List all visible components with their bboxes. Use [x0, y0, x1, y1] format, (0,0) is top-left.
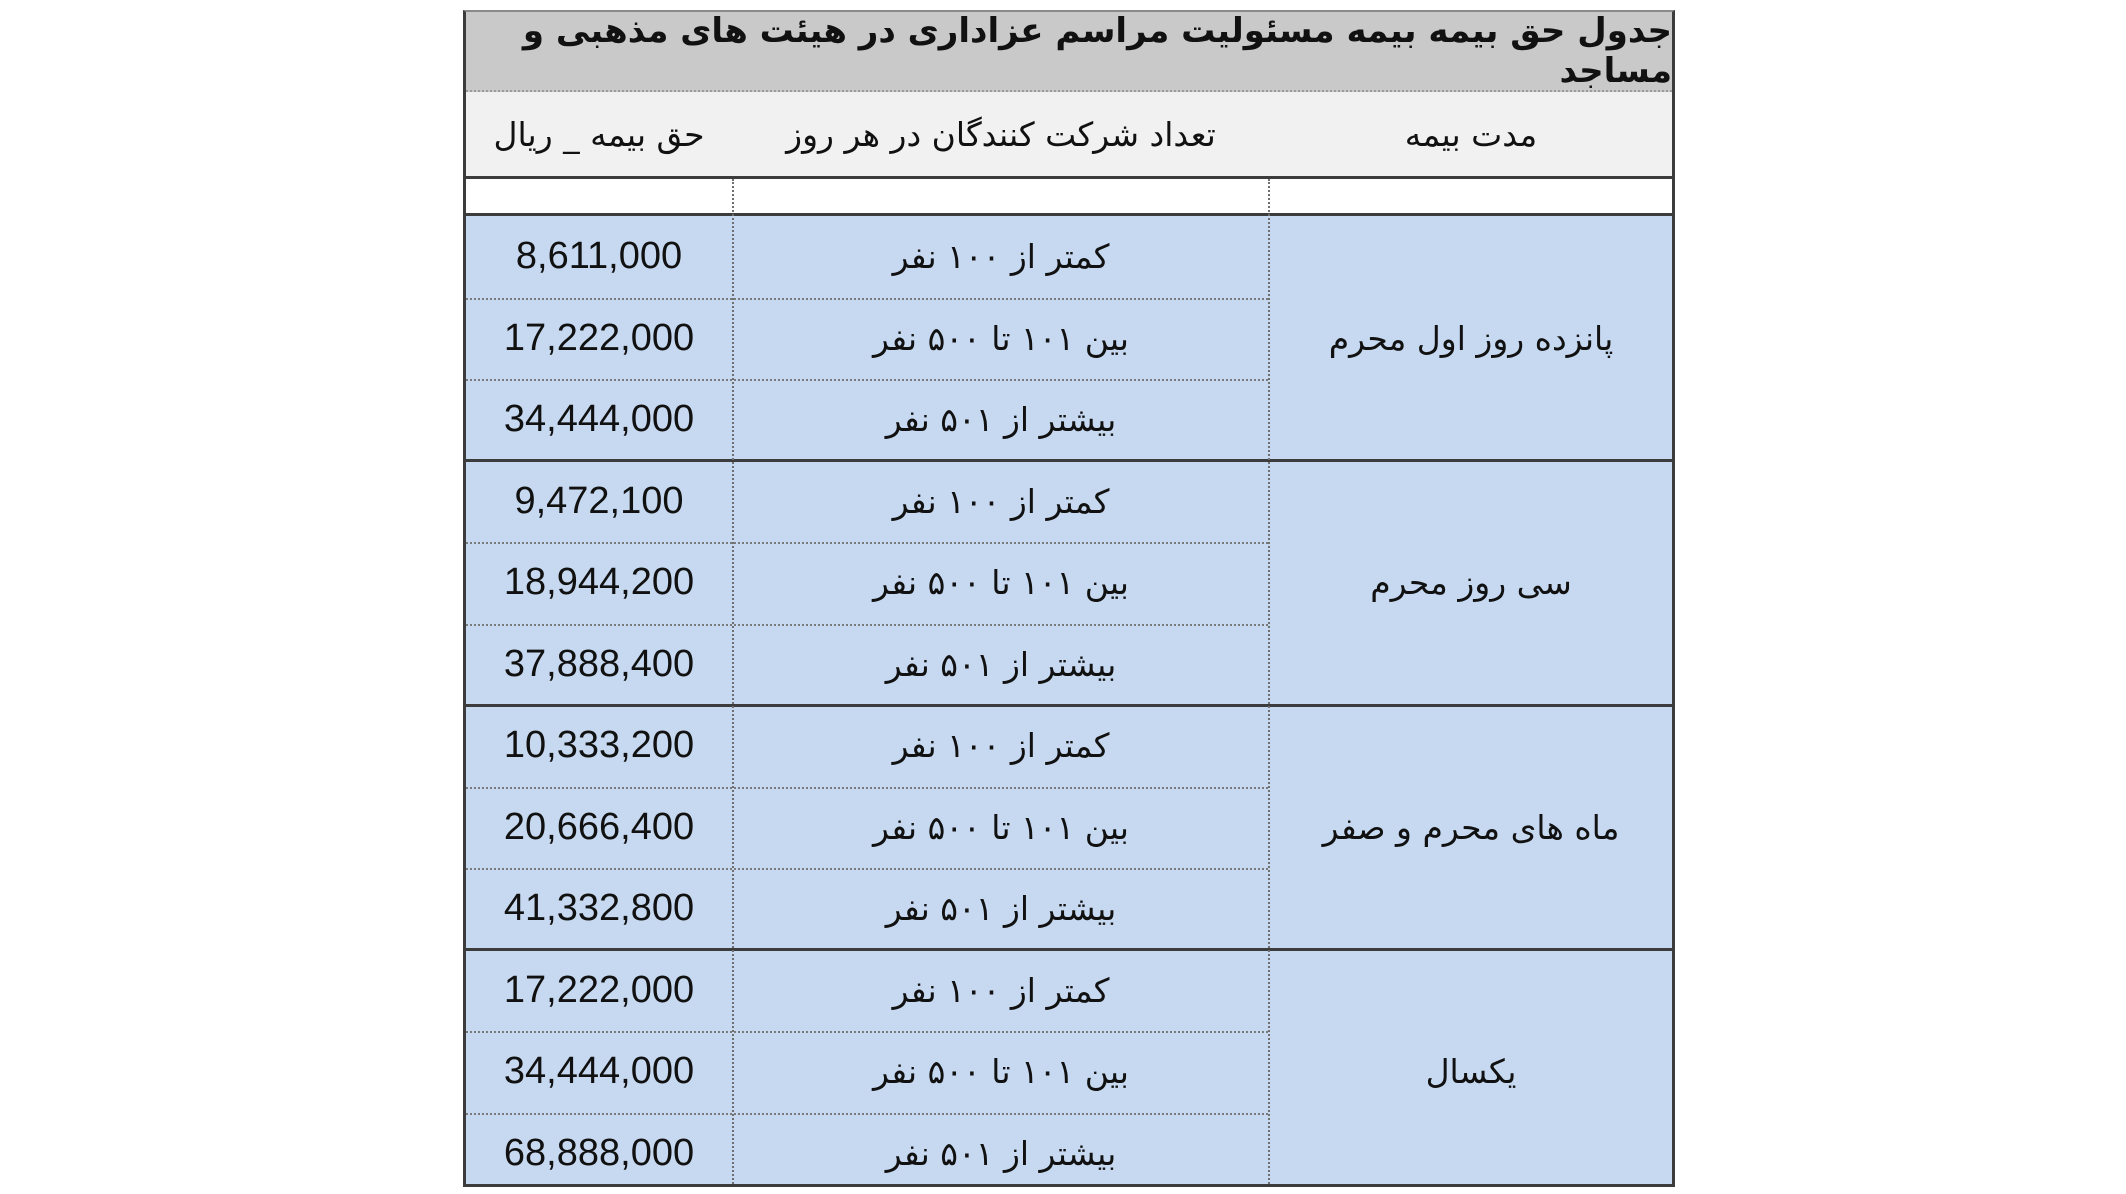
header-premium: حق بیمه _ ریال [466, 92, 732, 176]
attendees-cell: بین ۱۰۱ تا ۵۰۰ نفر [734, 787, 1268, 869]
premium-cell: 37,888,400 [466, 624, 732, 706]
attendees-cell: کمتر از ۱۰۰ نفر [734, 705, 1268, 787]
premium-cell: 17,222,000 [466, 950, 732, 1032]
column-divider-premium [732, 179, 734, 1184]
insurance-premium-table [463, 10, 1675, 1187]
duration-cell: یکسال [1270, 950, 1672, 1194]
attendees-cell: کمتر از ۱۰۰ نفر [734, 461, 1268, 543]
attendees-cell: بین ۱۰۱ تا ۵۰۰ نفر [734, 1031, 1268, 1113]
attendees-cell: بیشتر از ۵۰۱ نفر [734, 868, 1268, 950]
premium-cell: 68,888,000 [466, 1113, 732, 1194]
header-duration: مدت بیمه [1270, 92, 1672, 176]
table-title: جدول حق بیمه بیمه مسئولیت مراسم عزاداری در هیئت های مذهبی و مساجد [466, 12, 1672, 92]
header-spacer-row [466, 179, 1672, 216]
attendees-cell: بین ۱۰۱ تا ۵۰۰ نفر [734, 542, 1268, 624]
table-body [466, 216, 1672, 1184]
premium-cell: 9,472,100 [466, 461, 732, 543]
attendees-cell: کمتر از ۱۰۰ نفر [734, 216, 1268, 298]
duration-cell: ماه های محرم و صفر [1270, 705, 1672, 950]
premium-cell: 34,444,000 [466, 379, 732, 461]
premium-cell: 20,666,400 [466, 787, 732, 869]
attendees-cell: بیشتر از ۵۰۱ نفر [734, 379, 1268, 461]
duration-cell: سی روز محرم [1270, 461, 1672, 706]
premium-cell: 41,332,800 [466, 868, 732, 950]
premium-cell: 18,944,200 [466, 542, 732, 624]
column-divider-duration [1268, 179, 1270, 1184]
premium-cell: 10,333,200 [466, 705, 732, 787]
attendees-cell: بین ۱۰۱ تا ۵۰۰ نفر [734, 298, 1268, 380]
attendees-cell: بیشتر از ۵۰۱ نفر [734, 1113, 1268, 1194]
attendees-cell: کمتر از ۱۰۰ نفر [734, 950, 1268, 1032]
premium-cell: 34,444,000 [466, 1031, 732, 1113]
premium-cell: 17,222,000 [466, 298, 732, 380]
attendees-cell: بیشتر از ۵۰۱ نفر [734, 624, 1268, 706]
premium-cell: 8,611,000 [466, 216, 732, 298]
duration-cell: پانزده روز اول محرم [1270, 216, 1672, 461]
header-attendees: تعداد شرکت کنندگان در هر روز [734, 92, 1268, 176]
table-header-row [466, 92, 1672, 179]
